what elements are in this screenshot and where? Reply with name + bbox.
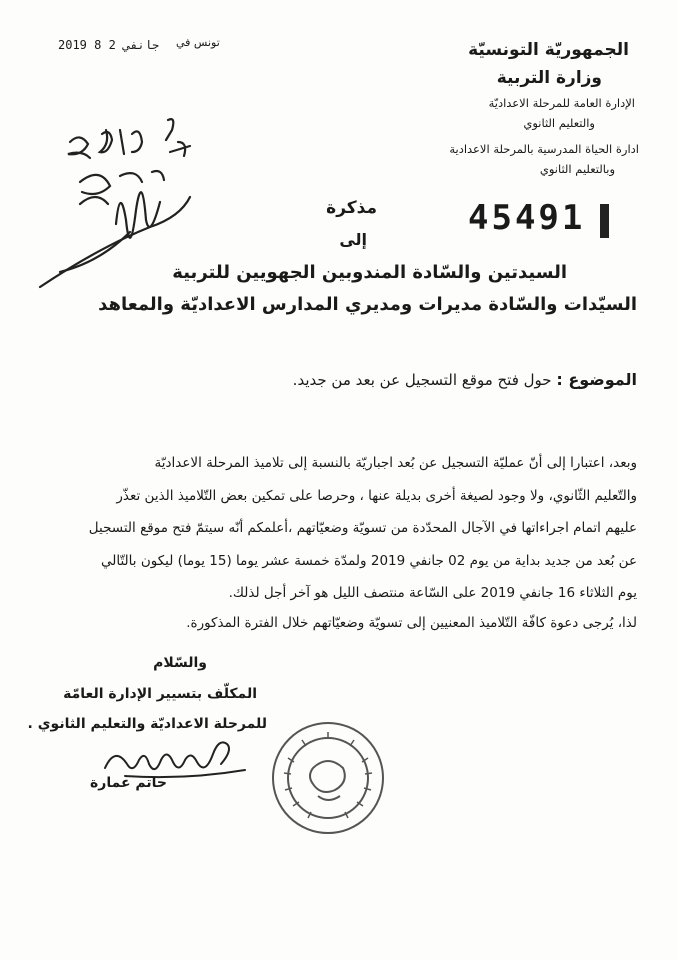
date-label: تونس في [176,36,220,49]
subject-line [293,370,637,389]
body-line-1: وبعد، اعتبارا إلى أنّ عمليّة التسجيل عن بُعد اجباريّة بالنسبة إلى تلاميذ المرحلة الاعداديّة [154,455,637,471]
body-line-3: عليهم اتمام اجراءاتها في الآجال المحدّدة من تسويّة وضعيّاتهم ،أعلمكم أنّه سيتمّ فتح موقع التسجيل [88,520,637,536]
header-republic: الجمهوريّة التونسيّة [468,40,629,60]
header-directorate-line1: الإدارة العامة للمرحلة الاعداديّة [488,96,635,110]
official-stamp [268,718,388,838]
reference-stamp-mark [600,204,609,238]
subject-text: حول فتح موقع التسجيل عن بعد من جديد. [292,371,552,389]
body-line-6: لذا، يُرجى دعوة كافّة التّلاميذ المعنيين إلى تسويّة وضعيّاتهم خلال الفترة المذكورة. [186,615,637,631]
recipient-line-1: السيدتين والسّادة المندوبين الجهويين للتربية [172,262,567,283]
memo-to: إلى [339,230,367,249]
body-line-5: يوم الثلاثاء 16 جانفي 2019 على السّاعة منتصف الليل هو آخر أجل لذلك. [228,585,637,601]
memo-title: مذكرة [326,198,377,218]
header-unit-line2: وبالتعليم الثانوي [539,162,615,176]
body-line-4: عن بُعد من جديد بداية من يوم 02 جانفي 2019 ولمدّة خمسة عشر يوما (15 يوما) ليكون بالتّالي [101,553,637,569]
signatory-role-line1: المكلّف بتسيير الإدارة العامّة [63,686,257,702]
header-directorate-line2: والتعليم الثانوي [523,116,595,130]
recipient-line-2: السيّدات والسّادة مديرات ومديري المدارس الاعداديّة والمعاهد [98,294,637,315]
reference-number: 45491 [468,198,586,238]
signatory-name: حاتم عمارة [90,775,167,791]
subject-label: الموضوع : [556,370,637,389]
header-ministry: وزارة التربية [496,68,602,88]
body-line-2: والتّعليم الثّانوي، ولا وجود لصيغة أخرى بديلة عنها ، وحرصا على تمكين بعض التّلاميذ الذين تعذّر [116,488,637,504]
header-unit-line1: ادارة الحياة المدرسية بالمرحلة الاعدادية [449,142,639,156]
signatory-role-line2: للمرحلة الاعداديّة والتعليم الثانوي . [27,716,267,732]
date-value: 2019 جانفي 2 8 [58,38,160,52]
closing-salutation: والسّلام [153,655,207,671]
